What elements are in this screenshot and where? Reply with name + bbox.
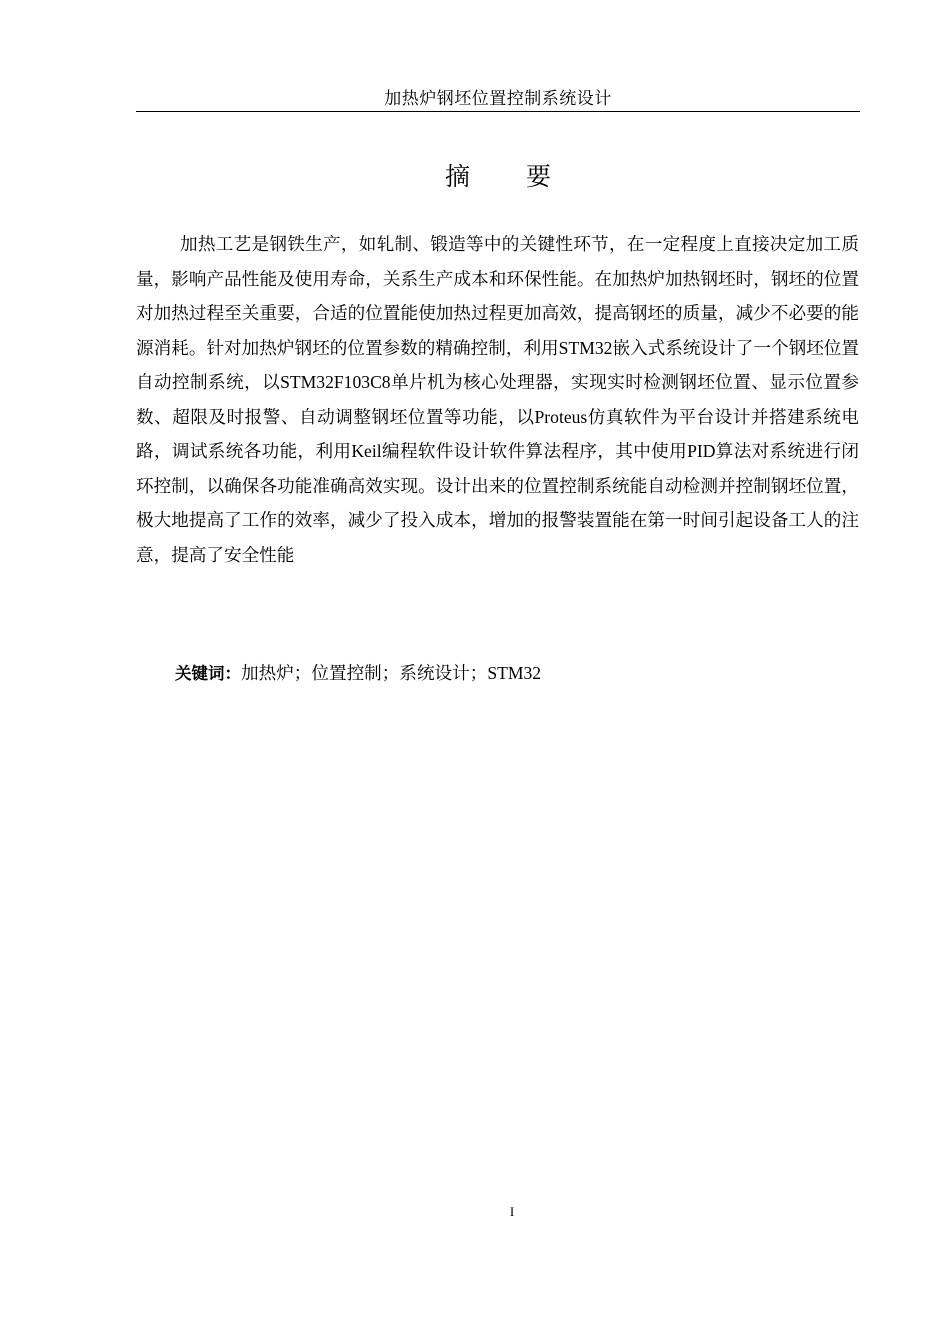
- abstract-body: 加热工艺是钢铁生产，如轧制、锻造等中的关键性环节，在一定程度上直接决定加工质量，影响产品性能及使用寿命，关系生产成本和环保性能。在加热炉加热钢坯时，钢坯的位置对加热过程至关重要，合适的位置能使加热过程更加高效，提高钢坯的质量，减少不必要的能源消耗。针对加热炉钢坯的位置参数的精确控制，利用STM32嵌入式系统设计了一个钢坯位置自动控制系统，以STM32F103C8单片机为核心处理器，实现实时检测钢坯位置、显示位置参数、超限及时报警、自动调整钢坯位置等功能，以Proteus仿真软件为平台设计并搭建系统电路，调试系统各功能，利用Keil编程软件设计软件算法程序，其中使用PID算法对系统进行闭环控制，以确保各功能准确高效实现。设计出来的位置控制系统能自动检测并控制钢坯位置，极大地提高了工作的效率，减少了投入成本，增加的报警装置能在第一时间引起设备工人的注意，提高了安全性能: [136, 234, 859, 565]
- keywords-label: 关键词：: [175, 664, 241, 683]
- running-header: 加热炉钢坯位置控制系统设计: [384, 89, 612, 108]
- abstract-title: 摘 要: [445, 162, 575, 191]
- header-rule: [136, 111, 860, 112]
- keywords-value: 加热炉；位置控制；系统设计；STM32: [241, 663, 542, 683]
- page-number: I: [509, 1204, 515, 1219]
- keywords-line: [175, 656, 859, 692]
